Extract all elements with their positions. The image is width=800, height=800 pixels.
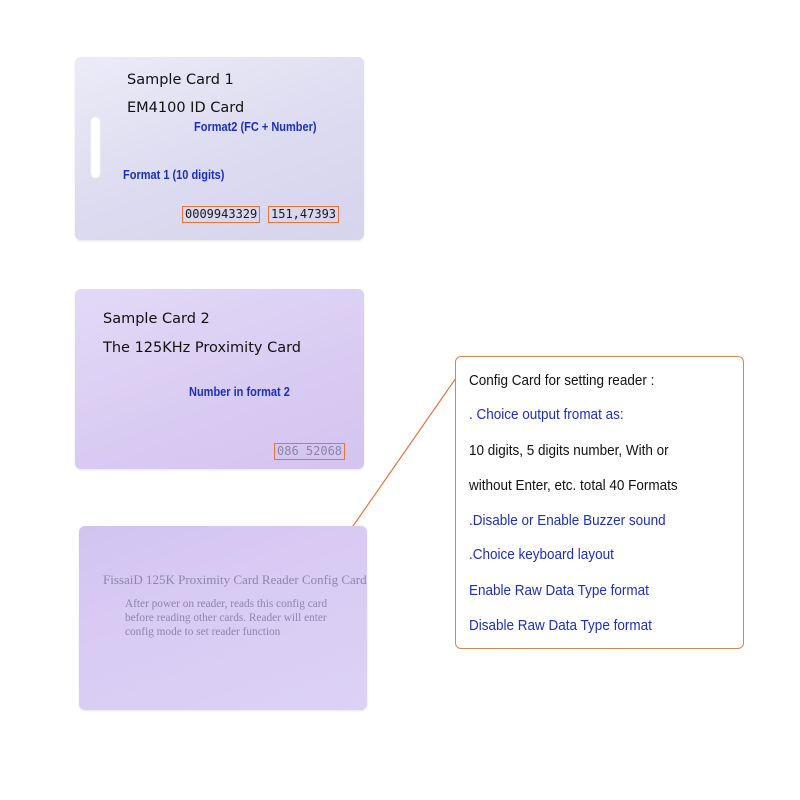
card-slot-hole bbox=[90, 116, 101, 179]
card2-title: Sample Card 2 bbox=[103, 311, 210, 327]
card1-subtitle: EM4100 ID Card bbox=[127, 100, 245, 116]
config-card bbox=[79, 526, 367, 710]
info-line-format-detail-2: without Enter, etc. total 40 Formats bbox=[469, 477, 678, 494]
card2-number: 086 52068 bbox=[274, 443, 345, 460]
card2-label-number: Number in format 2 bbox=[189, 385, 290, 399]
info-line-keyboard: .Choice keyboard layout bbox=[469, 546, 614, 563]
info-line-enable-raw: Enable Raw Data Type format bbox=[469, 582, 649, 599]
info-heading: Config Card for setting reader : bbox=[469, 372, 655, 389]
config-card-body-line: After power on reader, reads this config card bbox=[125, 598, 328, 610]
sample-card-1 bbox=[75, 57, 364, 240]
card1-label-format2: Format2 (FC + Number) bbox=[194, 120, 317, 134]
info-line-buzzer: .Disable or Enable Buzzer sound bbox=[469, 512, 666, 529]
config-info-box bbox=[455, 356, 744, 649]
card1-title: Sample Card 1 bbox=[127, 72, 234, 88]
sample-card-2 bbox=[75, 289, 364, 469]
info-line-format-detail-1: 10 digits, 5 digits number, With or bbox=[469, 442, 669, 459]
config-card-body-line: config mode to set reader function bbox=[125, 626, 281, 638]
card1-label-format1: Format 1 (10 digits) bbox=[123, 168, 225, 182]
card1-number-format2: 151,47393 bbox=[268, 206, 339, 223]
card2-subtitle: The 125KHz Proximity Card bbox=[103, 340, 302, 356]
config-card-body-line: before reading other cards. Reader will enter bbox=[125, 612, 327, 624]
info-line-disable-raw: Disable Raw Data Type format bbox=[469, 617, 652, 634]
info-line-output-format: . Choice output fromat as: bbox=[469, 406, 624, 423]
card1-number-format1: 0009943329 bbox=[182, 206, 260, 223]
config-card-title: FissaiD 125K Proximity Card Reader Config Card bbox=[103, 572, 367, 587]
